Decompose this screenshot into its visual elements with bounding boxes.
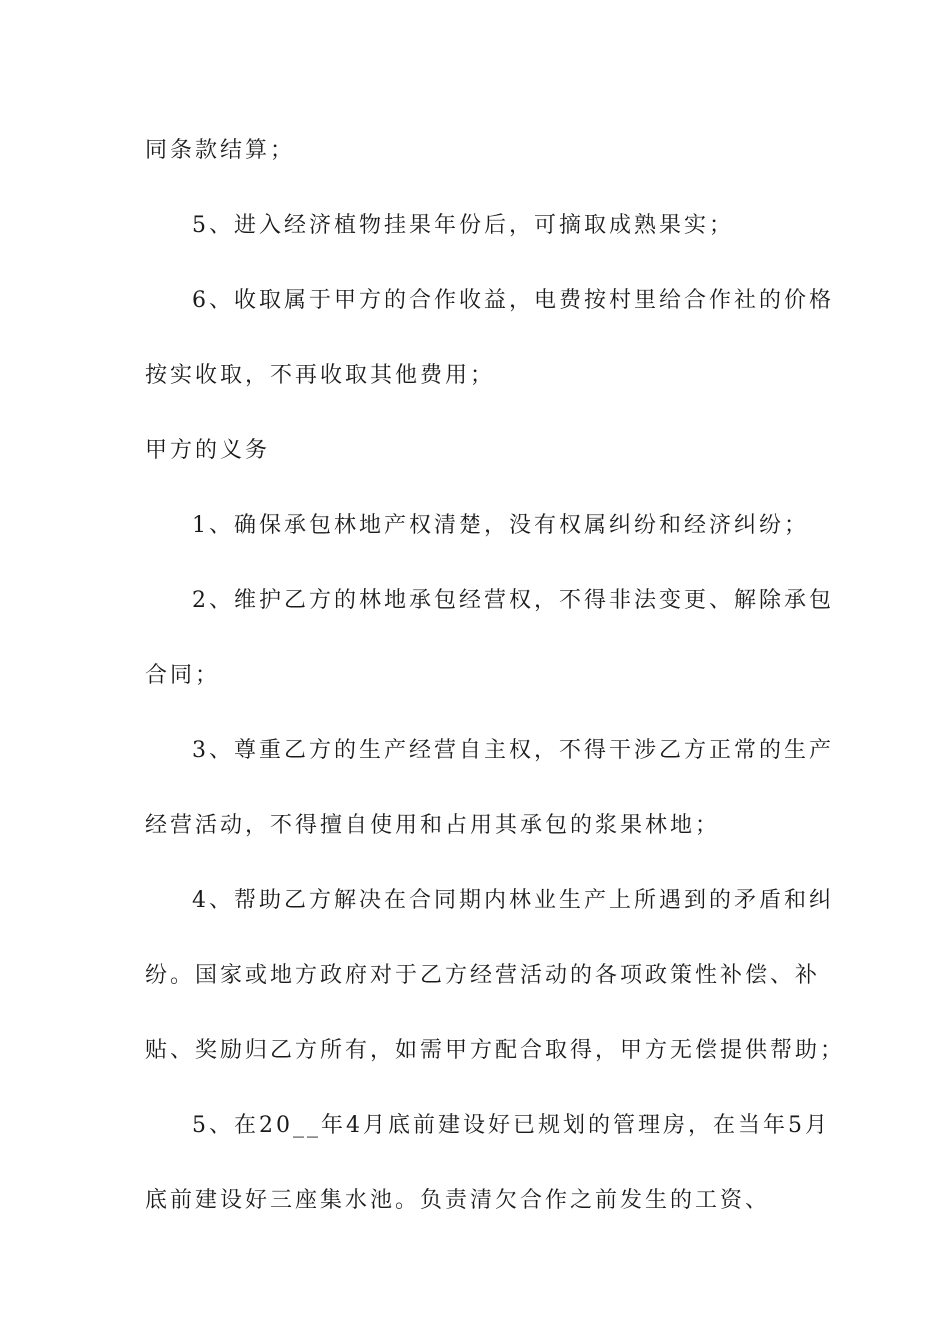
text-line: 底前建设好三座集水池。负责清欠合作之前发生的工资、 — [145, 1188, 771, 1213]
text-line: 6、收取属于甲方的合作收益，电费按村里给合作社的价格 — [192, 288, 834, 313]
text-line: 纷。国家或地方政府对于乙方经营活动的各项政策性补偿、补 — [145, 963, 821, 988]
text-line: 2、维护乙方的林地承包经营权，不得非法变更、解除承包 — [192, 588, 834, 613]
text-line: 5、进入经济植物挂果年份后，可摘取成熟果实； — [192, 213, 734, 238]
text-line: 3、尊重乙方的生产经营自主权，不得干涉乙方正常的生产 — [192, 738, 834, 763]
text-line: 经营活动，不得擅自使用和占用其承包的浆果林地； — [145, 813, 721, 838]
section-heading: 甲方的义务 — [145, 438, 271, 463]
text-line: 5、在20__年4月底前建设好已规划的管理房，在当年5月 — [192, 1113, 830, 1138]
text-line: 4、帮助乙方解决在合同期内林业生产上所遇到的矛盾和纠 — [192, 888, 834, 913]
text-line: 1、确保承包林地产权清楚，没有权属纠纷和经济纠纷； — [192, 513, 809, 538]
text-line: 同条款结算； — [145, 138, 296, 163]
text-line: 合同； — [145, 663, 221, 688]
text-line: 贴、奖励归乙方所有，如需甲方配合取得，甲方无偿提供帮助； — [145, 1038, 846, 1063]
text-line: 按实收取，不再收取其他费用； — [145, 363, 496, 388]
